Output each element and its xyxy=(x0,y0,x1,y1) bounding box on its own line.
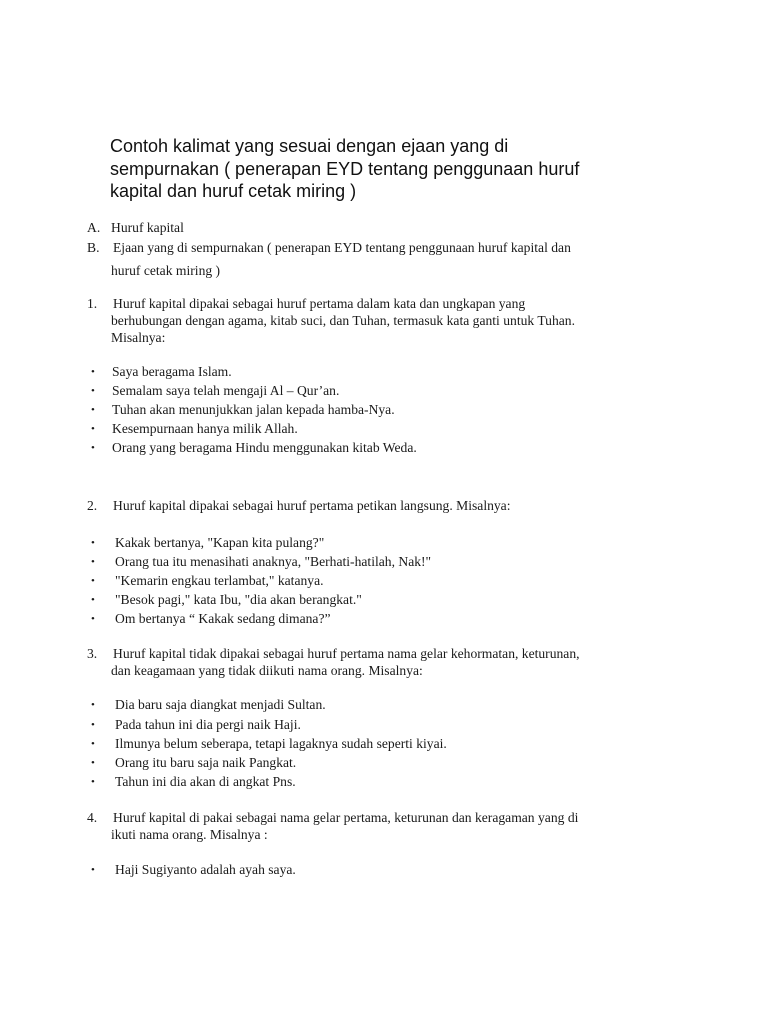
bullet-icon: • xyxy=(91,537,95,549)
example-text: Ilmunya belum seberapa, tetapi lagaknya sudah seperti kiyai. xyxy=(115,736,447,751)
rule-text: dan keagamaan yang tidak diikuti nama orang. Misalnya: xyxy=(111,663,423,678)
example-text: Dia baru saja diangkat menjadi Sultan. xyxy=(115,697,326,712)
rule-number: 4. xyxy=(87,810,98,825)
outline-item-text: huruf cetak miring ) xyxy=(111,263,221,278)
rule-text: ikuti nama orang. Misalnya : xyxy=(111,827,268,842)
example-text: "Kemarin engkau terlambat," katanya. xyxy=(115,573,324,588)
bullet-icon: • xyxy=(91,594,95,606)
outline-marker: A. xyxy=(87,220,101,235)
title-line: sempurnakan ( penerapan EYD tentang penggunaan huruf xyxy=(110,158,580,179)
title-line: kapital dan huruf cetak miring ) xyxy=(110,181,357,201)
example-text: Orang itu baru saja naik Pangkat. xyxy=(115,755,297,770)
bullet-icon: • xyxy=(91,613,95,625)
rule-text: Huruf kapital dipakai sebagai huruf pertama petikan langsung. Misalnya: xyxy=(113,498,511,513)
example-text: Om bertanya “ Kakak sedang dimana?” xyxy=(115,611,331,626)
bullet-icon: • xyxy=(91,719,95,731)
example-text: Kesempurnaan hanya milik Allah. xyxy=(112,421,298,436)
rule-text: Misalnya: xyxy=(111,330,166,345)
document-title xyxy=(110,135,670,203)
outline-item-text: Ejaan yang di sempurnakan ( penerapan EYD tentang penggunaan huruf kapital dan xyxy=(113,240,571,255)
example-text: Tahun ini dia akan di angkat Pns. xyxy=(115,774,296,789)
bullet-icon: • xyxy=(91,575,95,587)
rule-number: 2. xyxy=(87,498,98,513)
bullet-icon: • xyxy=(91,404,95,416)
bullet-icon: • xyxy=(91,385,95,397)
bullet-icon: • xyxy=(91,442,95,454)
outline-marker: B. xyxy=(87,240,100,255)
bullet-icon: • xyxy=(91,776,95,788)
rule-number: 3. xyxy=(87,646,98,661)
example-text: Kakak bertanya, "Kapan kita pulang?" xyxy=(115,535,325,550)
example-text: Haji Sugiyanto adalah ayah saya. xyxy=(115,862,296,877)
example-text: "Besok pagi," kata Ibu, "dia akan berangkat." xyxy=(115,592,362,607)
rule-text: Huruf kapital di pakai sebagai nama gelar pertama, keturunan dan keragaman yang di xyxy=(113,810,579,825)
title-line: Contoh kalimat yang sesuai dengan ejaan yang di xyxy=(110,136,509,156)
bullet-icon: • xyxy=(91,757,95,769)
example-text: Orang tua itu menasihati anaknya, "Berhati-hatilah, Nak!" xyxy=(115,554,432,569)
rule-text: berhubungan dengan agama, kitab suci, dan Tuhan, termasuk kata ganti untuk Tuhan. xyxy=(111,313,575,328)
bullet-icon: • xyxy=(91,556,95,568)
example-text: Semalam saya telah mengaji Al – Qur’an. xyxy=(112,383,340,398)
example-text: Orang yang beragama Hindu menggunakan kitab Weda. xyxy=(112,440,417,455)
example-text: Pada tahun ini dia pergi naik Haji. xyxy=(115,717,301,732)
rule-text: Huruf kapital tidak dipakai sebagai huruf pertama nama gelar kehormatan, keturunan, xyxy=(113,646,580,661)
rule-text: Huruf kapital dipakai sebagai huruf pertama dalam kata dan ungkapan yang xyxy=(113,296,526,311)
rule-number: 1. xyxy=(87,296,98,311)
bullet-icon: • xyxy=(91,738,95,750)
outline-item-text: Huruf kapital xyxy=(111,220,184,235)
bullet-icon: • xyxy=(91,864,95,876)
example-text: Tuhan akan menunjukkan jalan kepada hamba-Nya. xyxy=(112,402,395,417)
example-text: Saya beragama Islam. xyxy=(112,364,232,379)
bullet-icon: • xyxy=(91,366,95,378)
bullet-icon: • xyxy=(91,423,95,435)
bullet-icon: • xyxy=(91,699,95,711)
